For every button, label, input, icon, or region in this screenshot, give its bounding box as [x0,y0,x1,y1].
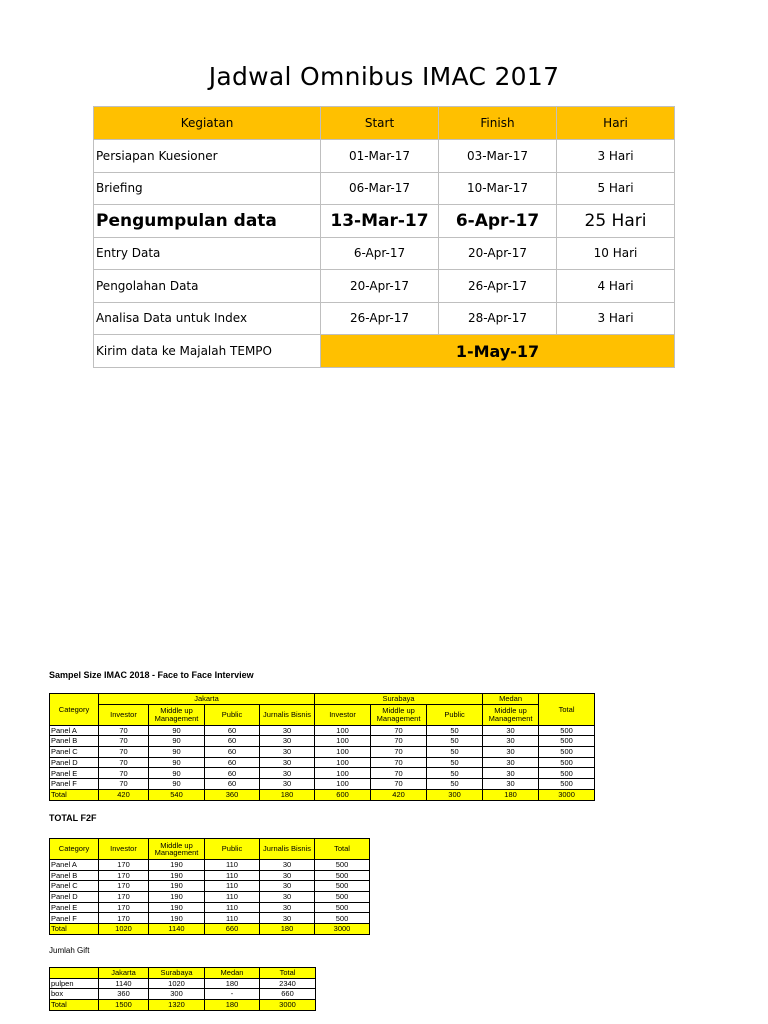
value-cell: 100 [315,725,371,736]
gift-table [49,967,316,1011]
value-cell: 500 [315,881,370,892]
header-cell: Medan [205,968,260,979]
hari-cell: 5 Hari [557,172,675,205]
header-cell: Jakarta [99,968,149,979]
start-cell: 13-Mar-17 [321,205,439,238]
value-cell: 70 [99,736,149,747]
gift-body [50,978,316,1010]
header-start: Start [321,107,439,140]
value-cell: 500 [539,747,595,758]
row-label-cell: Panel A [50,860,99,871]
start-cell: 26-Apr-17 [321,302,439,335]
kirim-row [94,335,675,368]
value-cell: 30 [260,779,315,790]
subheader-cell: Public [427,704,483,725]
row-label-cell: box [50,989,99,1000]
value-cell: 1320 [149,1000,205,1011]
table-row [50,779,595,790]
value-cell: 170 [99,913,149,924]
value-cell: 100 [315,736,371,747]
value-cell: 100 [315,747,371,758]
schedule-header-row [94,107,675,140]
header-cell: Investor [99,839,149,860]
value-cell: 110 [205,892,260,903]
header-hari: Hari [557,107,675,140]
value-cell: 500 [539,757,595,768]
value-cell: 500 [315,913,370,924]
hari-cell: 25 Hari [557,205,675,238]
value-cell: 190 [149,860,205,871]
city-header: Medan [483,694,539,705]
table-row [50,725,595,736]
value-cell: 500 [539,736,595,747]
subheader-cell: Middle up Management [483,704,539,725]
header-finish: Finish [439,107,557,140]
value-cell: 180 [205,1000,260,1011]
row-label-cell: Panel F [50,913,99,924]
value-cell: 1020 [149,978,205,989]
value-cell: 30 [260,870,315,881]
value-cell: 50 [427,736,483,747]
header-cell: Total [260,968,316,979]
start-cell: 6-Apr-17 [321,237,439,270]
table-row [50,870,370,881]
value-cell: 60 [205,757,260,768]
value-cell: 70 [99,757,149,768]
table-row [50,768,595,779]
subheader-cell: Public [205,704,260,725]
table-row [50,747,595,758]
table-row [50,902,370,913]
value-cell: 90 [149,725,205,736]
hari-cell: 10 Hari [557,237,675,270]
value-cell: 50 [427,779,483,790]
kegiatan-cell: Analisa Data untuk Index [94,302,321,335]
value-cell: 180 [260,789,315,800]
value-cell: 70 [371,779,427,790]
value-cell: 70 [371,747,427,758]
value-cell: 190 [149,892,205,903]
value-cell: 30 [483,736,539,747]
row-label-cell: Panel B [50,736,99,747]
value-cell: 190 [149,881,205,892]
value-cell: 190 [149,913,205,924]
value-cell: 1140 [149,924,205,935]
value-cell: 30 [260,747,315,758]
value-cell: 110 [205,870,260,881]
value-cell: 60 [205,779,260,790]
value-cell: 660 [205,924,260,935]
finish-cell: 10-Mar-17 [439,172,557,205]
value-cell: 90 [149,768,205,779]
value-cell: 70 [99,779,149,790]
gift-caption: Jumlah Gift [49,946,90,955]
city-header: Surabaya [315,694,483,705]
category-header: Category [50,694,99,726]
value-cell: 500 [315,870,370,881]
kegiatan-cell: Briefing [94,172,321,205]
value-cell: 30 [483,747,539,758]
value-cell: 170 [99,902,149,913]
city-header: Jakarta [99,694,315,705]
value-cell: 3000 [539,789,595,800]
subheader-cell: Investor [315,704,371,725]
schedule-table [93,106,675,368]
value-cell: 50 [427,725,483,736]
table-row [50,913,370,924]
row-label-cell: Total [50,1000,99,1011]
value-cell: 60 [205,747,260,758]
value-cell: 60 [205,725,260,736]
value-cell: 90 [149,757,205,768]
value-cell: 30 [483,725,539,736]
table-row [50,978,316,989]
value-cell: 110 [205,860,260,871]
value-cell: 30 [260,757,315,768]
start-cell: 01-Mar-17 [321,140,439,173]
value-cell: 500 [315,902,370,913]
start-cell: 06-Mar-17 [321,172,439,205]
row-label-cell: Panel D [50,757,99,768]
value-cell: 500 [539,779,595,790]
value-cell: 2340 [260,978,316,989]
value-cell: 100 [315,757,371,768]
row-label-cell: Total [50,924,99,935]
header-kegiatan: Kegiatan [94,107,321,140]
value-cell: 30 [260,892,315,903]
schedule-row-highlighted [94,205,675,238]
value-cell: 70 [371,725,427,736]
value-cell: 300 [149,989,205,1000]
value-cell: 110 [205,913,260,924]
value-cell: 1020 [99,924,149,935]
subheader-cell: Middle up Management [371,704,427,725]
header-cell: Total [315,839,370,860]
value-cell: 90 [149,779,205,790]
schedule-row [94,140,675,173]
schedule-row [94,302,675,335]
row-label-cell: Total [50,789,99,800]
value-cell: 420 [371,789,427,800]
sampel-city-row [50,694,595,705]
schedule-row [94,172,675,205]
value-cell: 60 [205,736,260,747]
gift-header-row [50,968,316,979]
value-cell: 170 [99,870,149,881]
row-label-cell: Panel A [50,725,99,736]
value-cell: 420 [99,789,149,800]
f2f-header-row [50,839,370,860]
header-cell: Middle up Management [149,839,205,860]
value-cell: 70 [371,736,427,747]
row-label-cell: pulpen [50,978,99,989]
header-cell: Surabaya [149,968,205,979]
value-cell: 180 [260,924,315,935]
value-cell: 180 [483,789,539,800]
value-cell: 50 [427,747,483,758]
schedule-row [94,270,675,303]
value-cell: 190 [149,902,205,913]
start-cell: 20-Apr-17 [321,270,439,303]
finish-cell: 6-Apr-17 [439,205,557,238]
value-cell: 70 [371,768,427,779]
value-cell: 70 [371,757,427,768]
kegiatan-cell: Entry Data [94,237,321,270]
sampel-subheader-row [50,704,595,725]
value-cell: 70 [99,747,149,758]
header-cell [50,968,99,979]
value-cell: 540 [149,789,205,800]
sampel-caption: Sampel Size IMAC 2018 - Face to Face Interview [49,670,254,680]
value-cell: 30 [260,902,315,913]
f2f-caption: TOTAL F2F [49,813,97,823]
f2f-table [49,838,370,935]
value-cell: 110 [205,902,260,913]
value-cell: 180 [205,978,260,989]
value-cell: 1140 [99,978,149,989]
row-label-cell: Panel F [50,779,99,790]
kegiatan-cell: Pengolahan Data [94,270,321,303]
header-cell: Category [50,839,99,860]
value-cell: 170 [99,860,149,871]
value-cell: 500 [315,860,370,871]
value-cell: 30 [483,779,539,790]
value-cell: 50 [427,768,483,779]
value-cell: 190 [149,870,205,881]
row-label-cell: Panel C [50,881,99,892]
value-cell: 170 [99,892,149,903]
finish-cell: 26-Apr-17 [439,270,557,303]
value-cell: 500 [539,725,595,736]
hari-cell: 3 Hari [557,302,675,335]
kirim-date: 1-May-17 [321,335,675,368]
value-cell: 660 [260,989,316,1000]
schedule-row [94,237,675,270]
table-row [50,989,316,1000]
kegiatan-cell: Persiapan Kuesioner [94,140,321,173]
header-cell: Public [205,839,260,860]
value-cell: 100 [315,779,371,790]
subheader-cell: Jurnalis Bisnis [260,704,315,725]
table-row [50,757,595,768]
value-cell: 70 [99,725,149,736]
value-cell: 30 [260,913,315,924]
total-row [50,1000,316,1011]
row-label-cell: Panel E [50,768,99,779]
table-row [50,736,595,747]
row-label-cell: Panel E [50,902,99,913]
value-cell: 50 [427,757,483,768]
hari-cell: 3 Hari [557,140,675,173]
value-cell: 3000 [260,1000,316,1011]
value-cell: 30 [260,736,315,747]
total-row [50,924,370,935]
value-cell: 100 [315,768,371,779]
value-cell: 30 [260,725,315,736]
row-label-cell: Panel C [50,747,99,758]
sampel-table [49,693,595,801]
value-cell: 90 [149,736,205,747]
value-cell: 1500 [99,1000,149,1011]
kegiatan-cell: Pengumpulan data [94,205,321,238]
page-title: Jadwal Omnibus IMAC 2017 [208,62,560,91]
value-cell: 30 [260,768,315,779]
value-cell: 300 [427,789,483,800]
f2f-body [50,860,370,935]
subheader-cell: Middle up Management [149,704,205,725]
value-cell: 90 [149,747,205,758]
value-cell: 30 [483,757,539,768]
value-cell: 30 [260,881,315,892]
finish-cell: 28-Apr-17 [439,302,557,335]
value-cell: 170 [99,881,149,892]
value-cell: 110 [205,881,260,892]
kirim-label: Kirim data ke Majalah TEMPO [94,335,321,368]
table-row [50,892,370,903]
value-cell: 600 [315,789,371,800]
value-cell: 360 [205,789,260,800]
sampel-body [50,725,595,800]
total-row [50,789,595,800]
table-row [50,881,370,892]
value-cell: 60 [205,768,260,779]
value-cell: 360 [99,989,149,1000]
value-cell: 30 [260,860,315,871]
subheader-cell: Investor [99,704,149,725]
row-label-cell: Panel B [50,870,99,881]
row-label-cell: Panel D [50,892,99,903]
finish-cell: 03-Mar-17 [439,140,557,173]
value-cell: 3000 [315,924,370,935]
value-cell: 70 [99,768,149,779]
value-cell: 30 [483,768,539,779]
value-cell: 500 [539,768,595,779]
value-cell: 500 [315,892,370,903]
value-cell: - [205,989,260,1000]
header-cell: Jurnalis Bisnis [260,839,315,860]
hari-cell: 4 Hari [557,270,675,303]
table-row [50,860,370,871]
finish-cell: 20-Apr-17 [439,237,557,270]
total-header: Total [539,694,595,726]
